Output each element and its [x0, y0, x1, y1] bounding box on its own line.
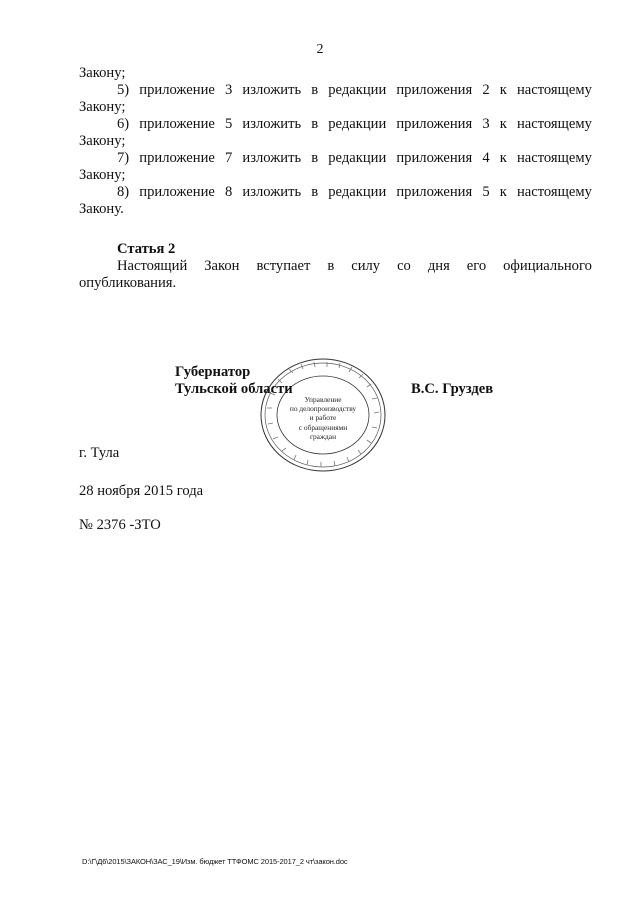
word: 5 — [225, 116, 233, 132]
stamp-line: Управление — [304, 395, 342, 404]
word: в — [311, 82, 319, 98]
word: со — [397, 258, 411, 274]
word: к — [499, 116, 507, 132]
word: изложить — [242, 184, 302, 200]
list-item — [79, 184, 592, 201]
word: к — [499, 184, 507, 200]
document-number: № 2376 -ЗТО — [79, 517, 161, 533]
word: к — [499, 82, 507, 98]
word: редакции — [328, 150, 387, 166]
place: г. Тула — [79, 445, 120, 461]
word: приложение — [139, 116, 215, 132]
date: 28 ноября 2015 года — [79, 483, 204, 499]
word: Настоящий — [117, 258, 188, 274]
word: приложения — [396, 184, 473, 200]
item-number: 7) — [117, 150, 130, 166]
continuation-line: Закону; — [79, 65, 126, 81]
word: в — [311, 150, 319, 166]
continuation-line: Закону; — [79, 133, 126, 149]
signatory-title-line: Тульской области — [175, 381, 293, 397]
word: в — [311, 184, 319, 200]
list-item — [79, 116, 592, 133]
word: изложить — [242, 82, 302, 98]
page-number: 2 — [316, 42, 324, 57]
list-item — [79, 150, 592, 167]
article-line — [79, 258, 592, 275]
stamp-inner-text — [259, 395, 387, 441]
stamp-line: с обращениями — [298, 422, 348, 432]
continuation-line: Закону; — [79, 167, 126, 183]
word: 5 — [482, 184, 490, 200]
article-section — [79, 241, 592, 292]
list-item — [79, 82, 592, 99]
signatory-name: В.С. Груздев — [411, 381, 494, 397]
word: 7 — [225, 150, 233, 166]
item-number: 6) — [117, 116, 130, 132]
word: приложения — [396, 82, 473, 98]
word: настоящему — [516, 184, 592, 200]
word: его — [466, 258, 487, 274]
footer-file-path: D:\Г\Д6\2015\ЗАКОН\ЗАС_19\Изм. бюджет ТТФОМС 2015-2017_2 чт\закон.doc — [82, 857, 348, 866]
article-heading: Статья 2 — [117, 241, 176, 257]
word: редакции — [328, 116, 387, 132]
word: приложение — [139, 184, 215, 200]
word: редакции — [328, 82, 387, 98]
word: 3 — [225, 82, 233, 98]
signatory-title-line: Губернатор — [175, 364, 251, 380]
word: приложения — [396, 116, 473, 132]
word: к — [499, 150, 507, 166]
word: приложение — [139, 150, 215, 166]
word: настоящему — [516, 82, 592, 98]
word: в — [311, 116, 319, 132]
stamp-line: и работе — [309, 413, 337, 423]
word: изложить — [242, 150, 302, 166]
word: Закон — [204, 258, 240, 274]
word: 4 — [482, 150, 490, 166]
word: силу — [351, 258, 381, 274]
stamp-line: по делопроизводству — [289, 404, 357, 414]
item-number: 5) — [117, 82, 130, 98]
word: приложение — [139, 82, 215, 98]
continuation-line: Закону; — [79, 99, 126, 115]
word: дня — [427, 258, 450, 274]
continuation-line: Закону. — [79, 201, 124, 217]
word: в — [327, 258, 335, 274]
word: 3 — [482, 116, 490, 132]
word: настоящему — [516, 116, 592, 132]
item-number: 8) — [117, 184, 130, 200]
word: официального — [503, 258, 592, 274]
word: приложения — [396, 150, 473, 166]
word: изложить — [242, 116, 302, 132]
amendment-list — [79, 65, 592, 218]
word: редакции — [328, 184, 387, 200]
word: 2 — [482, 82, 490, 98]
word: настоящему — [516, 150, 592, 166]
signatory-title — [175, 364, 293, 398]
word: 8 — [225, 184, 233, 200]
article-line: опубликования. — [79, 275, 177, 291]
word: вступает — [256, 258, 311, 274]
stamp-line: граждан — [309, 431, 337, 441]
